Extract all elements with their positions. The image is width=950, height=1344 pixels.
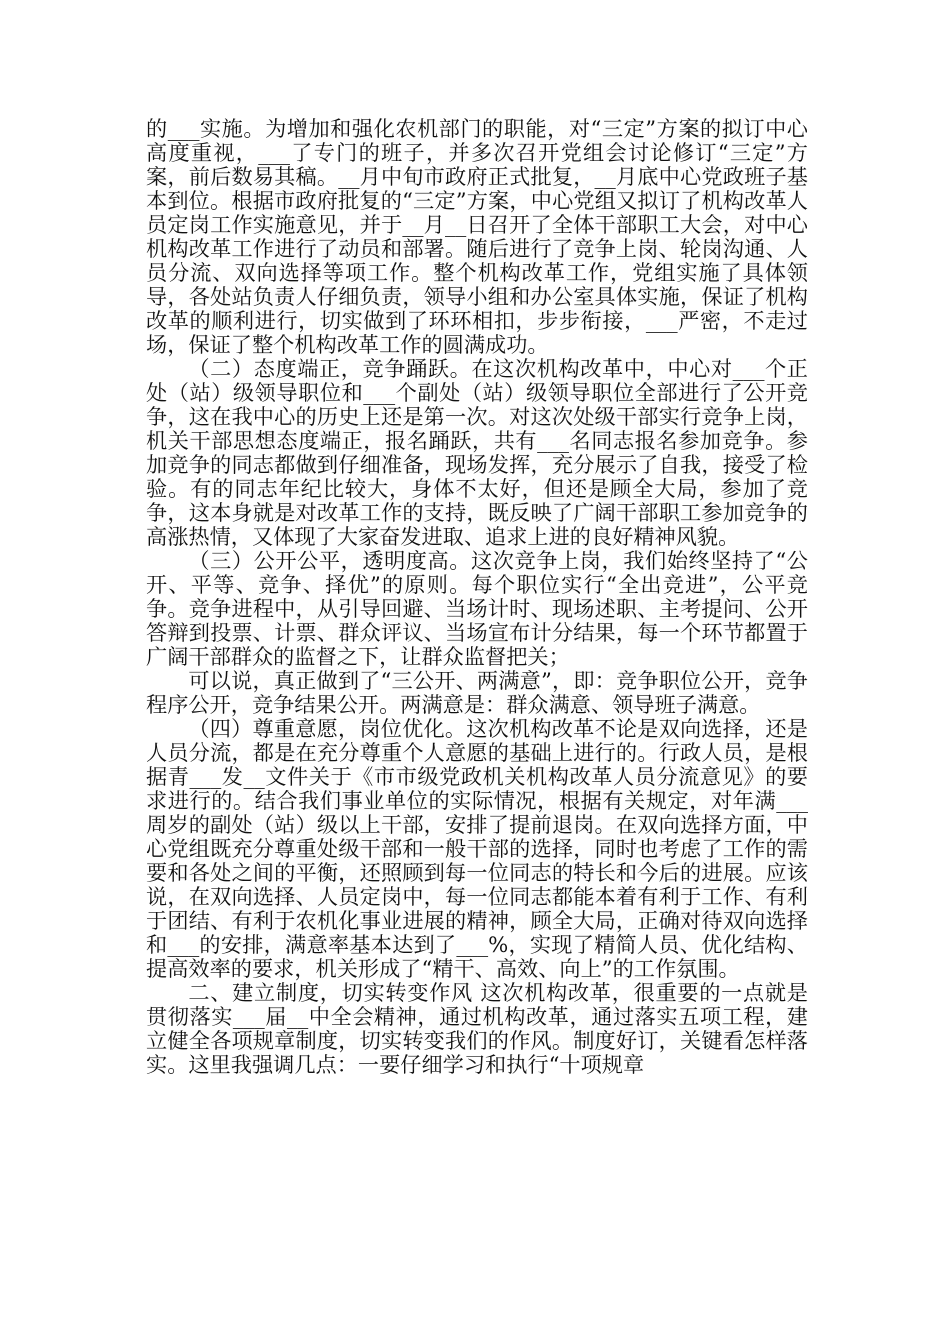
paragraph-2: （二）态度端正，竞争踊跃。在这次机构改革中，中心对___个正处（站）级领导职位和___个副处（站）级领导职位全部进行了公开竞争，这在我中心的历史上还是第一次。对这次处级干部实行竞争上岗，机关干部思想态度端正，报名踊跃，共有___名同志报名参加竞争。参加竞争的同志都做到仔细准备，现场发挥，充分展示了自我，接受了检验。有的同志年纪比较大，身体不太好，但还是顾全大局，参加了竞争，这本身就是对改革工作的支持，既反映了广阔干部职工参加竞争的高涨热情，又体现了大家奋发进取、追求上进的良好精神风貌。 (146, 356, 808, 549)
paragraph-3: （三）公开公平，透明度高。这次竞争上岗，我们始终坚持了“公开、平等、竞争、择优”的原则。每个职位实行“全出竞进”，公平竞争。竞争进程中，从引导回避、当场计时、现场述职、主考提问、公开答辩到投票、计票、群众评议、当场宣布计分结果，每一个环节都置于广阔干部群众的监督之下，让群众监督把关； (146, 548, 808, 669)
paragraph-5: （四）尊重意愿，岗位优化。这次机构改革不论是双向选择，还是人员分流，都是在充分尊重个人意愿的基础上进行的。行政人员，是根据青___发__文件关于《市市级党政机关机构改革人员分流意见》的要求进行的。结合我们事业单位的实际情况，根据有关规定，对年满___周岁的副处（站）级以上干部，安排了提前退岗。在双向选择方面，中心党组既充分尊重处级干部和一般干部的选择，同时也考虑了工作的需要和各处之间的平衡，还照顾到每一位同志的特长和今后的进展。应该说，在双向选择、人员定岗中，每一位同志都能本着有利于工作、有利于团结、有利于农机化事业进展的精神，顾全大局，正确对待双向选择和___的安排，满意率基本达到了___%，实现了精简人员、优化结构、提高效率的要求，机关形成了“精干、高效、向上”的工作氛围。 (146, 716, 808, 981)
document-page (146, 117, 808, 1077)
paragraph-1: 的___实施。为增加和强化农机部门的职能，对“三定”方案的拟订中心高度重视，___了专门的班子，并多次召开党组会讨论修订“三定”方案，前后数易其稿。__月中旬市政府正式批复，__月底中心党政班子基本到位。根据市政府批复的“三定”方案，中心党组又拟订了机构改革人员定岗工作实施意见，并于__月__日召开了全体干部职工大会，对中心机构改革工作进行了动员和部署。随后进行了竞争上岗、轮岗沟通、人员分流、双向选择等项工作。整个机构改革工作，党组实施了具体领导，各处站负责人仔细负责，领导小组和办公室具体实施，保证了机构改革的顺利进行，切实做到了环环相扣，步步衔接，___严密，不走过场，保证了整个机构改革工作的圆满成功。 (146, 116, 808, 357)
paragraph-6: 二、建立制度，切实转变作风 这次机构改革，很重要的一点就是贯彻落实___届__中全会精神，通过机构改革，通过落实五项工程，建立健全各项规章制度，切实转变我们的作风。制度好订，关键看怎样落实。这里我强调几点：一要仔细学习和执行“十项规章 (146, 980, 808, 1077)
paragraph-4: 可以说，真正做到了“三公开、两满意”，即：竞争职位公开，竞争程序公开，竞争结果公开。两满意是：群众满意、领导班子满意。 (146, 668, 808, 717)
